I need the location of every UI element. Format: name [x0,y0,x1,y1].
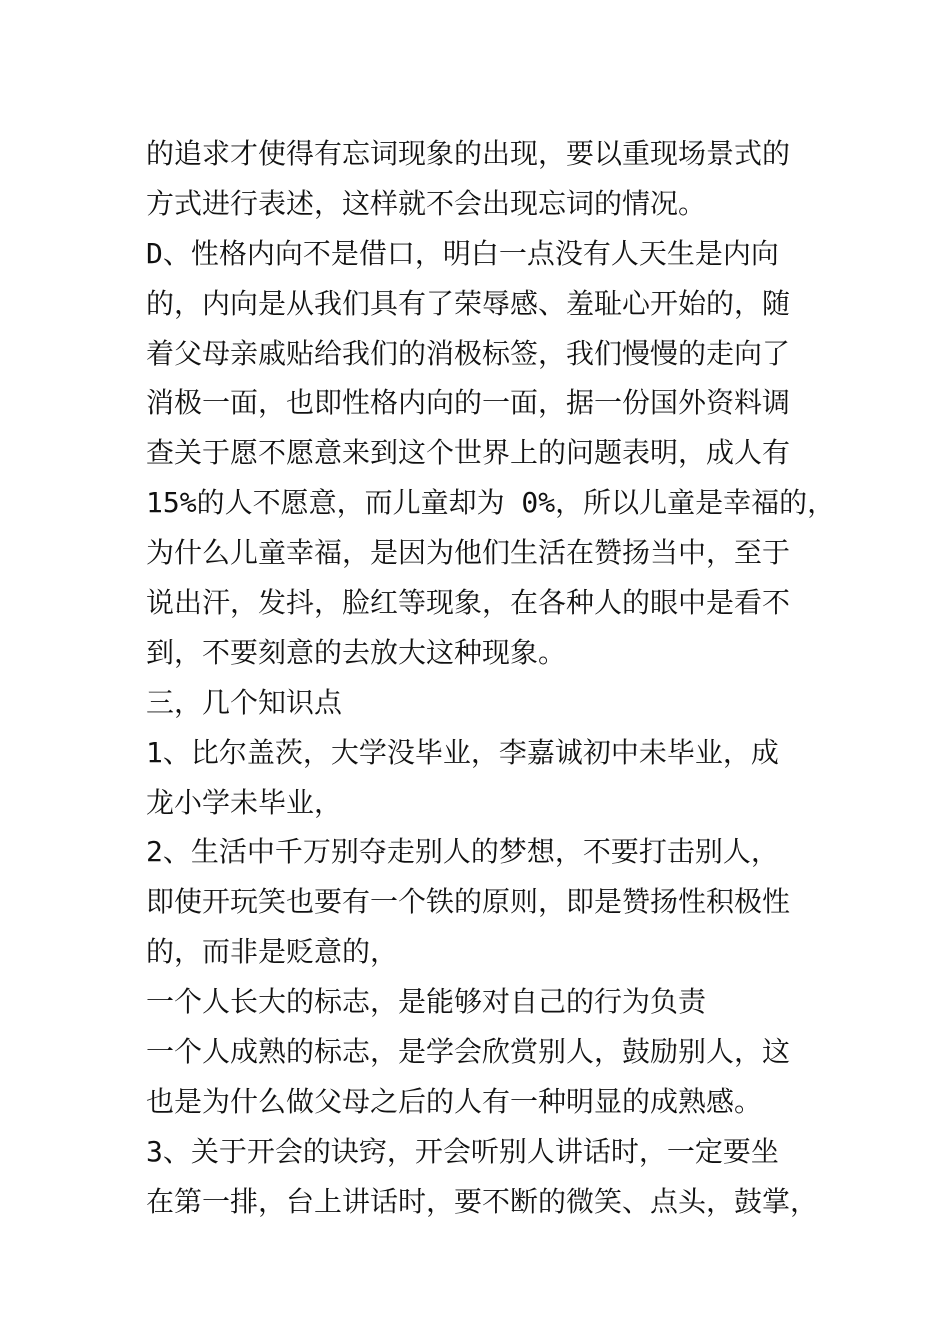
text-line: 说出汗，发抖，脸红等现象，在各种人的眼中是看不 [146,586,791,620]
text-line: 查关于愿不愿意来到这个世界上的问题表明，成人有 [146,436,791,470]
list-item-text: 在第一排，台上讲话时，要不断的微笑、点头，鼓掌， [146,1184,819,1218]
text-line: 方式进行表述，这样就不会出现忘词的情况。 [146,186,707,220]
list-item-text: 1、比尔盖茨，大学没毕业，李嘉诚初中未毕业，成 [146,735,779,769]
text-line: 消极一面，也即性格内向的一面，据一份国外资料调 [146,386,791,420]
list-item-text: 的，而非是贬意的， [146,935,399,969]
text-line: 一个人成熟的标志，是学会欣赏别人，鼓励别人，这 [146,1035,791,1069]
list-item-text: 3、关于开会的诀窍，开会听别人讲话时，一定要坐 [146,1134,779,1168]
section-heading: 三，几个知识点 [146,685,343,719]
list-item-text: 即使开玩笑也要有一个铁的原则，即是赞扬性积极性 [146,885,791,919]
text-line: 15%的人不愿意，而儿童却为 0%，所以儿童是幸福的， [146,486,836,520]
list-item-text: 龙小学未毕业， [146,785,343,819]
list-item-text: 2、生活中千万别夺走别人的梦想，不要打击别人， [146,835,779,869]
text-line: 为什么儿童幸福，是因为他们生活在赞扬当中，至于 [146,536,791,570]
text-line: 到，不要刻意的去放大这种现象。 [146,635,567,669]
text-line: 也是为什么做父母之后的人有一种明显的成熟感。 [146,1084,763,1118]
text-line: 的，内向是从我们具有了荣辱感、羞耻心开始的，随 [146,286,791,320]
text-line: 一个人长大的标志，是能够对自己的行为负责 [146,985,707,1019]
text-line: 着父母亲戚贴给我们的消极标签，我们慢慢的走向了 [146,336,791,370]
document-body [146,129,836,1227]
text-line: 的追求才使得有忘词现象的出现，要以重现场景式的 [146,137,791,170]
text-line: D、性格内向不是借口，明白一点没有人天生是内向 [146,236,779,270]
